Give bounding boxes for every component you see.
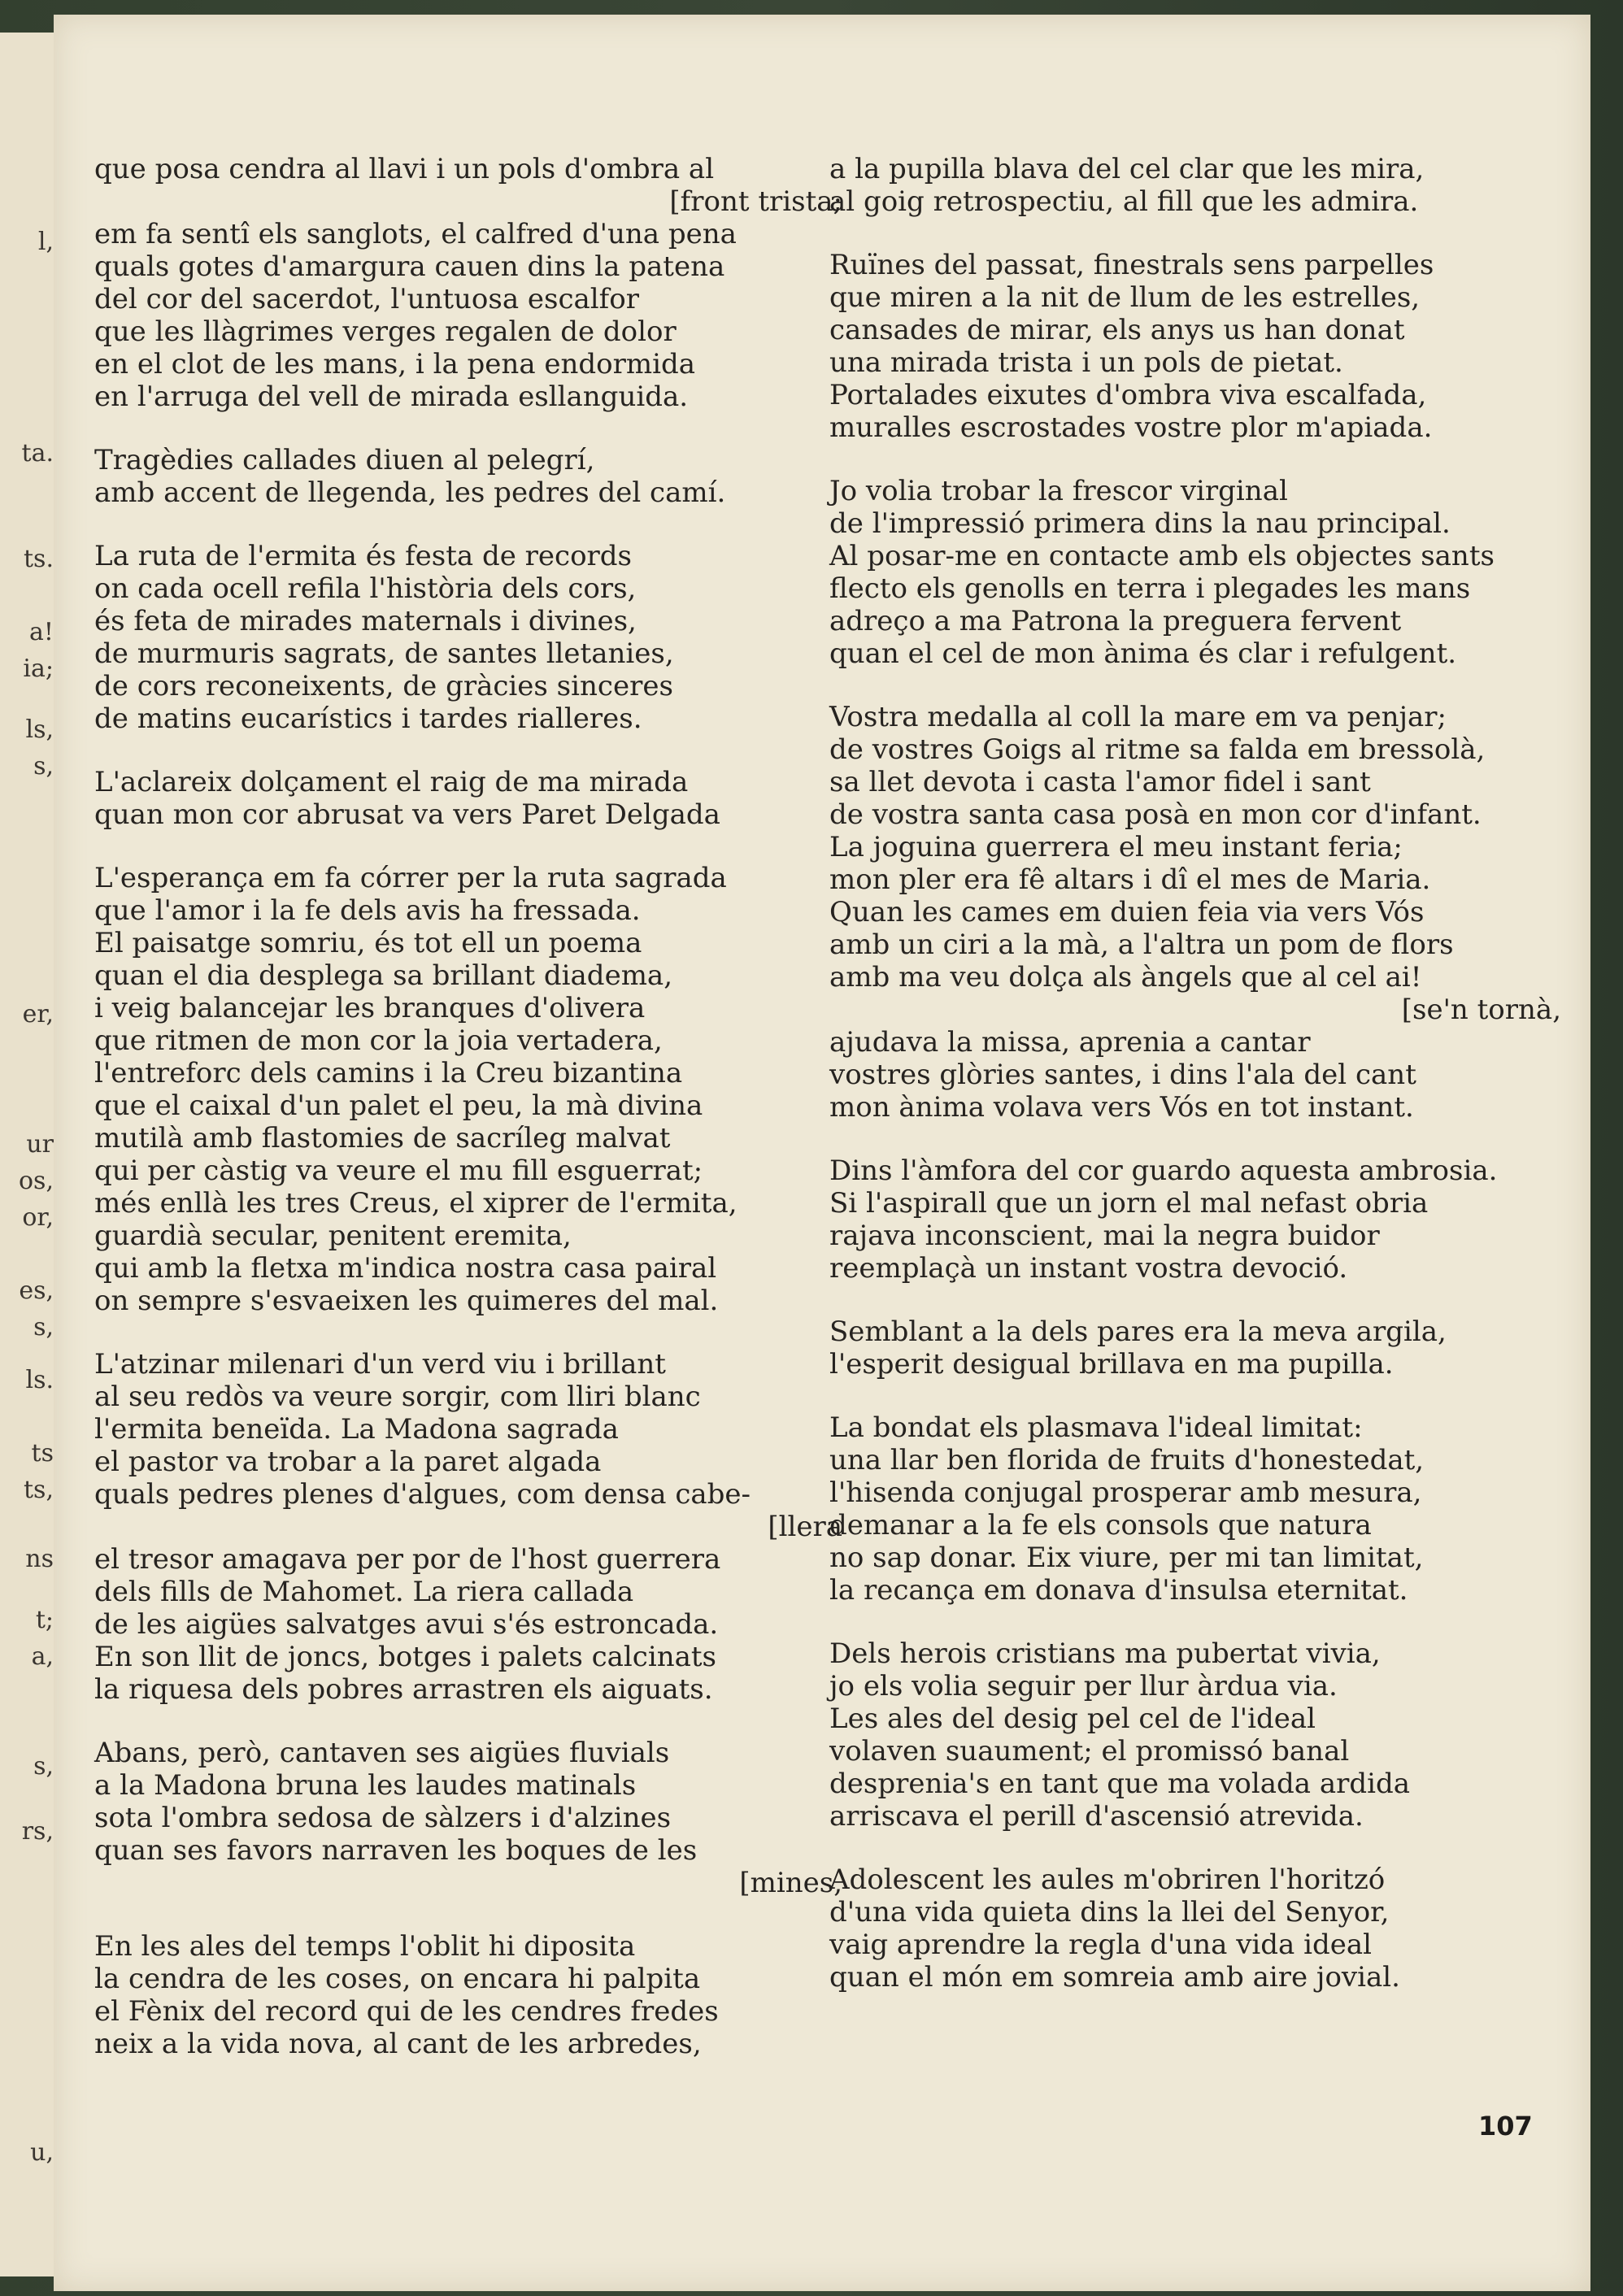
poem-line: que ritmen de mon cor la joia vertadera, [94, 1024, 663, 1057]
poem-line: vostres glòries santes, i dins l'ala del cant [829, 1059, 1416, 1091]
poem-line: amb accent de llegenda, les pedres del camí. [94, 476, 726, 509]
poem-line: l'esperit desigual brillava en ma pupilla. [829, 1348, 1394, 1381]
poem-stanza [829, 1637, 1561, 1833]
poem-line: el pastor va trobar a la paret algada [94, 1446, 602, 1478]
poem-line: mutilà amb flastomies de sacríleg malvat [94, 1122, 671, 1155]
poem-line: de vostres Goigs al ritme sa falda em bressolà, [829, 733, 1486, 766]
poem-line: flecto els genolls en terra i plegades les mans [829, 572, 1471, 605]
poem-line: demanar a la fe els consols que natura [829, 1509, 1372, 1542]
poem-line: guardià secular, penitent eremita, [94, 1220, 572, 1252]
poem-line: en l'arruga del vell de mirada esllanguida. [94, 380, 689, 413]
poem-line: al goig retrospectiu, al fill que les admira. [829, 185, 1419, 218]
poem-stanza [829, 1315, 1561, 1381]
poem-line: en el clot de les mans, i la pena endormida [94, 348, 696, 380]
poem-stanza [829, 1155, 1561, 1285]
poem-line: reemplaçà un instant vostra devoció. [829, 1252, 1348, 1285]
previous-page-fragment: ts. [24, 545, 54, 573]
poem-line: [mines, [739, 1867, 842, 1899]
poem-line: la cendra de les coses, on encara hi palpita [94, 1963, 701, 1995]
poem-line: Abans, però, cantaven ses aigües fluvials [94, 1737, 670, 1769]
poem-line: no sap donar. Eix viure, per mi tan limitat, [829, 1542, 1424, 1574]
poem-line: sota l'ombra sedosa de sàlzers i d'alzines [94, 1802, 672, 1834]
previous-page-fragment: s, [33, 1313, 54, 1342]
previous-page-fragment: ta. [21, 439, 54, 467]
poem-stanza [829, 475, 1561, 670]
poem-line: arriscava el perill d'ascensió atrevida. [829, 1800, 1364, 1833]
poem-line: l'ermita beneïda. La Madona sagrada [94, 1413, 619, 1446]
poem-line: En les ales del temps l'oblit hi diposita [94, 1930, 636, 1963]
previous-page-fragment: es, [19, 1276, 54, 1305]
previous-page-fragment: a, [31, 1642, 54, 1671]
poem-stanza [829, 1863, 1561, 1994]
poem-line: del cor del sacerdot, l'untuosa escalfor [94, 283, 639, 315]
previous-page-fragment: os, [19, 1167, 54, 1195]
poem-line: L'aclareix dolçament el raig de ma mirada [94, 766, 689, 798]
poem-line: la riquesa dels pobres arrastren els aiguats. [94, 1673, 713, 1706]
previous-page-fragment: ns [25, 1545, 54, 1573]
poem-line: Al posar-me en contacte amb els objectes sants [829, 540, 1495, 572]
poem-line: de vostra santa casa posà en mon cor d'infant. [829, 798, 1482, 831]
poem-line: cansades de mirar, els anys us han donat [829, 314, 1405, 346]
poem-stanza [829, 1411, 1561, 1607]
previous-page-fragment: ls. [25, 1366, 54, 1394]
poem-line: desprenia's en tant que ma volada ardida [829, 1768, 1411, 1800]
previous-page-fragment: u, [30, 2138, 54, 2167]
page-number: 107 [1478, 2111, 1533, 2142]
poem-line: el Fènix del record qui de les cendres fredes [94, 1995, 719, 2028]
poem-line: que posa cendra al llavi i un pols d'ombra al [94, 153, 715, 185]
poem-line: de l'impressió primera dins la nau principal. [829, 507, 1451, 540]
poem-line: [se'n tornà, [1401, 994, 1561, 1026]
previous-page-fragment: ia; [23, 654, 54, 683]
poem-line: on cada ocell refila l'història dels cors, [94, 572, 637, 605]
poem-line: de matins eucarístics i tardes rialleres. [94, 702, 642, 735]
poem-line: [front trista; [669, 185, 842, 218]
poem-line: quals pedres plenes d'algues, com densa cabe- [94, 1478, 751, 1511]
poem-line: L'esperança em fa córrer per la ruta sagrada [94, 862, 727, 894]
poem-stanza [829, 153, 1561, 218]
poem-line: La ruta de l'ermita és festa de records [94, 540, 633, 572]
poem-line: Jo volia trobar la frescor virginal [829, 475, 1288, 507]
poem-line: l'hisenda conjugal prosperar amb mesura, [829, 1476, 1422, 1509]
previous-page-fragment: t; [35, 1606, 54, 1634]
poem-line: Dels herois cristians ma pubertat vivia, [829, 1637, 1381, 1670]
poem-line: d'una vida quieta dins la llei del Senyor, [829, 1896, 1390, 1929]
poem-line: que les llàgrimes verges regalen de dolor [94, 315, 677, 348]
previous-page-fragment: or, [22, 1203, 54, 1232]
poem-stanza [829, 249, 1561, 444]
poem-line: volaven suaument; el promissó banal [829, 1735, 1350, 1768]
poem-line: jo els volia seguir per llur àrdua via. [829, 1670, 1338, 1702]
previous-page-fragment: s, [33, 752, 54, 781]
poem-line: quan el dia desplega sa brillant diadema, [94, 959, 673, 992]
poem-stanza [94, 862, 842, 1317]
poem-line: sa llet devota i casta l'amor fidel i sant [829, 766, 1371, 798]
poem-line: que miren a la nit de llum de les estrelles, [829, 281, 1421, 314]
poem-line: mon pler era fê altars i dî el mes de Maria. [829, 863, 1431, 896]
poem-line: neix a la vida nova, al cant de les arbredes, [94, 2028, 702, 2060]
poem-stanza [94, 1348, 842, 1706]
poem-line: adreço a ma Patrona la preguera fervent [829, 605, 1402, 637]
poem-line: l'entreforc dels camins i la Creu bizantina [94, 1057, 683, 1089]
poem-line: que l'amor i la fe dels avis ha fressada. [94, 894, 641, 927]
poem-stanza [94, 540, 842, 735]
poem-line: quan mon cor abrusat va vers Paret Delgada [94, 798, 720, 831]
book-page [54, 15, 1590, 2291]
previous-page-fragment: rs, [21, 1817, 54, 1846]
previous-page-fragment: l, [37, 228, 54, 256]
poem-line: Dins l'àmfora del cor guardo aquesta ambrosia. [829, 1155, 1498, 1187]
previous-page-fragment: ts [31, 1439, 54, 1468]
poem-line: Adolescent les aules m'obriren l'horitzó [829, 1863, 1386, 1896]
poem-line: vaig aprendre la regla d'una vida ideal [829, 1929, 1373, 1961]
poem-line: qui per càstig va veure el mu fill esguerrat; [94, 1155, 703, 1187]
poem-line: una mirada trista i un pols de pietat. [829, 346, 1343, 379]
poem-line: muralles escrostades vostre plor m'apiada. [829, 411, 1433, 444]
previous-page-edge [0, 33, 59, 2276]
poem-line: La bondat els plasmava l'ideal limitat: [829, 1411, 1363, 1444]
poem-line: ajudava la missa, aprenia a cantar [829, 1026, 1311, 1059]
poem-line: quan el món em somreia amb aire jovial. [829, 1961, 1400, 1994]
poem-stanza [94, 1737, 842, 1899]
poem-line: a la Madona bruna les laudes matinals [94, 1769, 637, 1802]
poem-line: de cors reconeixents, de gràcies sinceres [94, 670, 673, 702]
poem-line: Portalades eixutes d'ombra viva escalfada, [829, 379, 1427, 411]
poem-line: dels fills de Mahomet. La riera callada [94, 1576, 634, 1608]
poem-line: La joguina guerrera el meu instant feria; [829, 831, 1403, 863]
poem-line: quals gotes d'amargura cauen dins la patena [94, 250, 725, 283]
poem-stanza [94, 766, 842, 831]
poem-line: amb un ciri a la mà, a l'altra un pom de flors [829, 928, 1454, 961]
poem-line: Ruïnes del passat, finestrals sens parpelles [829, 249, 1434, 281]
previous-page-fragment: ts, [24, 1476, 54, 1504]
poem-line: de les aigües salvatges avui s'és estroncada. [94, 1608, 719, 1641]
poem-line: En son llit de joncs, botges i palets calcinats [94, 1641, 716, 1673]
previous-page-fragment: ur [26, 1130, 54, 1159]
poem-line: on sempre s'esvaeixen les quimeres del mal. [94, 1285, 719, 1317]
poem-line: quan el cel de mon ànima és clar i refulgent. [829, 637, 1457, 670]
previous-page-fragment: s, [33, 1752, 54, 1781]
poem-line: és feta de mirades maternals i divines, [94, 605, 637, 637]
poem-stanza [94, 444, 842, 509]
poem-line: Tragèdies callades diuen al pelegrí, [94, 444, 595, 476]
previous-page-fragment: er, [22, 1000, 54, 1028]
previous-page-fragment: ls, [25, 715, 54, 744]
poem-line: Si l'aspirall que un jorn el mal nefast obria [829, 1187, 1429, 1220]
right-poem-column [829, 153, 1561, 2024]
poem-line: em fa sentî els sanglots, el calfred d'una pena [94, 218, 737, 250]
poem-stanza [94, 1930, 842, 2060]
poem-line: L'atzinar milenari d'un verd viu i brillant [94, 1348, 666, 1381]
poem-line: mon ànima volava vers Vós en tot instant. [829, 1091, 1414, 1124]
poem-stanza [94, 153, 842, 413]
poem-line: al seu redòs va veure sorgir, com lliri blanc [94, 1381, 701, 1413]
poem-line: Vostra medalla al coll la mare em va penjar; [829, 701, 1447, 733]
previous-page-fragment: a! [29, 618, 54, 646]
poem-line: que el caixal d'un palet el peu, la mà divina [94, 1089, 703, 1122]
poem-line: quan ses favors narraven les boques de les [94, 1834, 698, 1867]
poem-line: el tresor amagava per por de l'host guerrera [94, 1543, 721, 1576]
poem-stanza [829, 701, 1561, 1124]
poem-line: una llar ben florida de fruits d'honestedat, [829, 1444, 1425, 1476]
poem-line: Les ales del desig pel cel de l'ideal [829, 1702, 1316, 1735]
poem-line: Semblant a la dels pares era la meva argila, [829, 1315, 1447, 1348]
poem-line: [llera [768, 1511, 842, 1543]
poem-line: a la pupilla blava del cel clar que les mira, [829, 153, 1425, 185]
poem-line: i veig balancejar les branques d'olivera [94, 992, 646, 1024]
poem-line: El paisatge somriu, és tot ell un poema [94, 927, 642, 959]
poem-line: la recança em donava d'insulsa eternitat. [829, 1574, 1408, 1607]
poem-line: qui amb la fletxa m'indica nostra casa pairal [94, 1252, 717, 1285]
poem-line: més enllà les tres Creus, el xiprer de l'ermita, [94, 1187, 738, 1220]
poem-line: amb ma veu dolça als àngels que al cel ai! [829, 961, 1422, 994]
poem-line: Quan les cames em duien feia via vers Vós [829, 896, 1425, 928]
poem-line: rajava inconscient, mai la negra buidor [829, 1220, 1380, 1252]
left-poem-column [94, 153, 842, 2091]
poem-line: de murmuris sagrats, de santes lletanies, [94, 637, 674, 670]
